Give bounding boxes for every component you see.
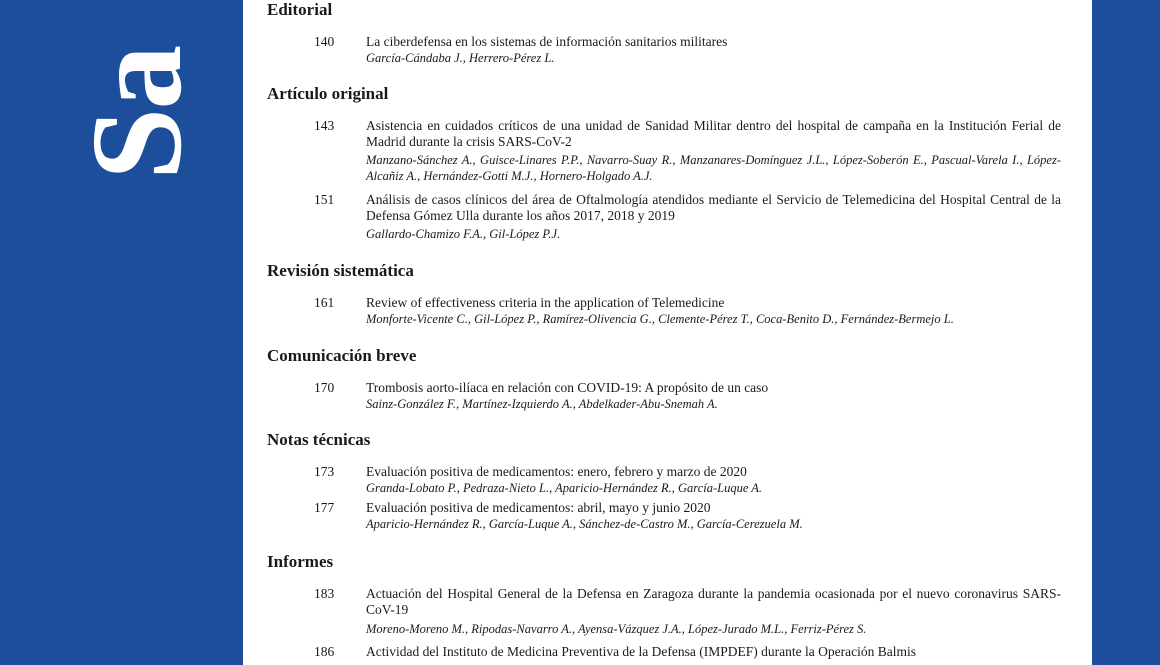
entry-page-number: 143 [314,118,335,133]
entry-authors: García-Cándaba J., Herrero-Pérez L. [366,51,555,65]
section-reports [267,552,1067,659]
section-title: Notas técnicas [267,430,371,449]
entry-page-number: 161 [314,295,335,310]
entry-page-number: 151 [314,192,335,207]
section-systematic-review [267,261,1067,326]
section-technical-notes [267,430,1067,531]
entry-title: Análisis de casos clínicos del área de Oftalmología atendidos mediante el Servicio de Telemedicina del Hospital Central de la Defensa Gómez Ulla durante los años 2017, 2018 y 2019 [366,192,1061,223]
entry-page-number: 186 [314,644,335,659]
section-editorial [267,0,1067,65]
entry-authors: Granda-Lobato P., Pedraza-Nieto L., Aparicio-Hernández R., García-Luque A. [366,481,763,495]
entry-title: Review of effectiveness criteria in the application of Telemedicine [366,295,725,310]
entry-authors: Monforte-Vicente C., Gil-López P., Ramírez-Olivencia G., Clemente-Pérez T., Coca-Benito D., Fernández-Bermejo L. [366,312,954,326]
section-title: Editorial [267,0,333,19]
entry-title: Asistencia en cuidados críticos de una unidad de Sanidad Militar dentro del hospital de campaña en la Institución Ferial de Madrid durante la crisis SARS-CoV-2 [366,118,1061,149]
entry-page-number: 183 [314,586,335,601]
cover-right-band [1092,0,1160,665]
journal-masthead: Sa [65,46,209,180]
section-title: Artículo original [267,84,389,103]
section-title: Comunicación breve [267,346,417,365]
entry-authors: Manzano-Sánchez A., Guisce-Linares P.P., Navarro-Suay R., Manzanares-Domínguez J.L., López-Soberón E., Pascual-Varela I., López-Alcañiz A., Hernández-Gotti M.J., Hornero-Holgado A.J. [366,153,1061,183]
entry-page-number: 177 [314,500,335,515]
entry-page-number: 173 [314,464,335,479]
entry-title: Evaluación positiva de medicamentos: enero, febrero y marzo de 2020 [366,464,747,479]
entry-page-number: 140 [314,34,335,49]
section-title: Revisión sistemática [267,261,414,280]
section-original-article [267,84,1067,241]
table-of-contents [243,0,1092,665]
entry-page-number: 170 [314,380,335,395]
entry-authors: Aparicio-Hernández R., García-Luque A., Sánchez-de-Castro M., García-Cerezuela M. [366,517,803,531]
section-brief-communication [267,346,1067,411]
entry-authors: Gallardo-Chamizo F.A., Gil-López P.J. [366,227,561,241]
entry-title: Trombosis aorto-ilíaca en relación con COVID-19: A propósito de un caso [366,380,769,395]
entry-authors: Moreno-Moreno M., Ripodas-Navarro A., Ayensa-Vázquez J.A., López-Jurado M.L., Ferriz-Pérez S. [366,622,867,636]
entry-authors: Sainz-González F., Martínez-Izquierdo A., Abdelkader-Abu-Snemah A. [366,397,718,411]
masthead-area [65,0,209,180]
entry-title: Actuación del Hospital General de la Defensa en Zaragoza durante la pandemia ocasionada por el nuevo coronavirus SARS-CoV-19 [366,586,1061,617]
entry-title: Evaluación positiva de medicamentos: abril, mayo y junio 2020 [366,500,711,515]
section-title: Informes [267,552,334,571]
entry-title: La ciberdefensa en los sistemas de información sanitarios militares [366,34,728,49]
entry-title: Actividad del Instituto de Medicina Preventiva de la Defensa (IMPDEF) durante la Operación Balmis [366,644,916,659]
